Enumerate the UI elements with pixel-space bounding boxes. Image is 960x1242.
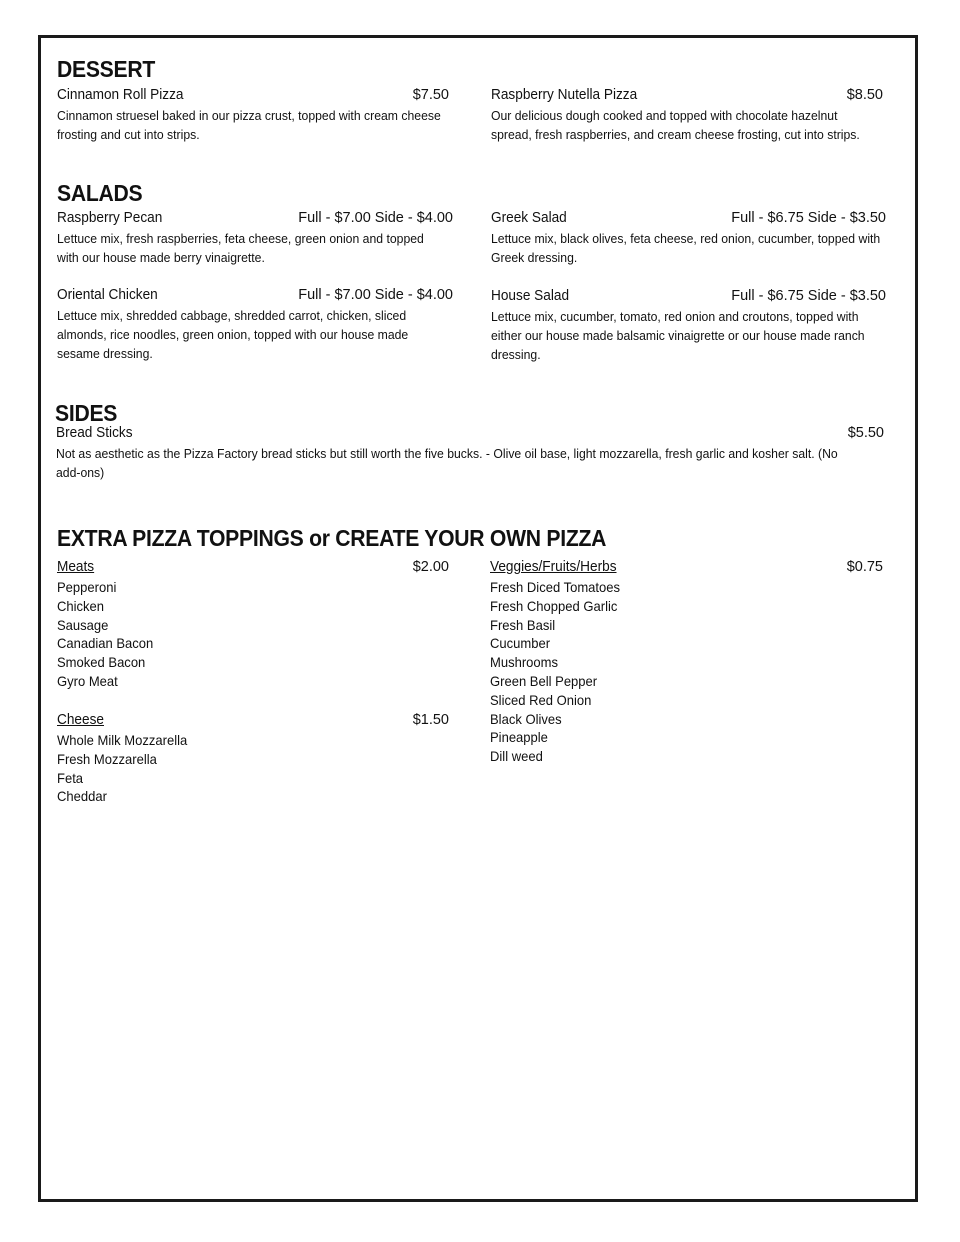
menu-item-name: Cinnamon Roll Pizza <box>57 87 184 103</box>
menu-item-name: House Salad <box>491 288 570 304</box>
list-item: Cheddar <box>57 788 107 805</box>
menu-item-description: Lettuce mix, black olives, feta cheese, red onion, cucumber, topped with Greek dressing. <box>491 231 881 265</box>
menu-item-name: Raspberry Pecan <box>57 210 163 226</box>
list-item: Fresh Chopped Garlic <box>490 597 618 614</box>
salads-heading: SALADS <box>57 180 143 206</box>
menu-item-price: $7.50 <box>412 87 449 103</box>
veggies-list <box>490 578 620 766</box>
menu-item-name: Oriental Chicken <box>57 287 158 303</box>
menu-item-price: $5.50 <box>847 425 884 441</box>
cheese-label: Cheese <box>57 712 104 728</box>
menu-item-description: Not as aesthetic as the Pizza Factory bread sticks but still worth the five bucks. - Olive oil base, light mozzarella, fresh garlic and kosher salt. (No add-ons) <box>56 446 838 480</box>
list-item: Dill weed <box>490 748 543 765</box>
list-item: Mushrooms <box>490 654 559 671</box>
sides-heading: SIDES <box>55 400 118 426</box>
menu-item-price: $8.50 <box>846 87 883 103</box>
veggies-label: Veggies/Fruits/Herbs <box>490 559 617 575</box>
meats-list <box>57 578 153 691</box>
menu-item-price: Full - $7.00 Side - $4.00 <box>298 210 453 226</box>
toppings-heading: EXTRA PIZZA TOPPINGS or CREATE YOUR OWN PIZZA <box>57 525 607 551</box>
list-item: Fresh Diced Tomatoes <box>490 579 621 595</box>
menu-item-description: Lettuce mix, cucumber, tomato, red onion and croutons, topped with either our house made balsamic vinaigrette or our house made ranch dressing. <box>491 309 865 362</box>
menu-item-description: Lettuce mix, fresh raspberries, feta cheese, green onion and topped with our house made berry vinaigrette. <box>57 231 424 265</box>
list-item: Whole Milk Mozzarella <box>57 732 188 748</box>
menu-item-price: Full - $7.00 Side - $4.00 <box>298 287 453 303</box>
list-item: Fresh Basil <box>490 616 556 633</box>
menu-item-description: Lettuce mix, shredded cabbage, shredded carrot, chicken, sliced almonds, rice noodles, green onion, topped with our house made sesame dressing. <box>57 308 409 361</box>
menu-item-price: Full - $6.75 Side - $3.50 <box>731 210 886 226</box>
list-item: Sliced Red Onion <box>490 691 592 708</box>
list-item: Feta <box>57 769 84 786</box>
menu-item-description: Our delicious dough cooked and topped with chocolate hazelnut spread, fresh raspberries, and cream cheese frosting, cut into strips. <box>491 108 860 142</box>
list-item: Green Bell Pepper <box>490 672 598 689</box>
list-item: Pineapple <box>490 729 548 746</box>
list-item: Cucumber <box>490 635 551 652</box>
list-item: Pepperoni <box>57 579 117 595</box>
menu-item-name: Bread Sticks <box>56 425 133 441</box>
cheese-list <box>57 731 187 806</box>
list-item: Canadian Bacon <box>57 635 154 652</box>
cheese-price: $1.50 <box>412 712 449 728</box>
list-item: Gyro Meat <box>57 672 118 689</box>
list-item: Black Olives <box>490 710 562 727</box>
dessert-heading: DESSERT <box>57 56 156 82</box>
meats-label: Meats <box>57 559 95 575</box>
list-item: Fresh Mozzarella <box>57 750 157 767</box>
veggies-price: $0.75 <box>846 559 883 575</box>
meats-price: $2.00 <box>412 559 449 575</box>
menu-item-name: Greek Salad <box>491 210 567 226</box>
menu-item-price: Full - $6.75 Side - $3.50 <box>731 288 886 304</box>
list-item: Chicken <box>57 597 105 614</box>
list-item: Sausage <box>57 616 109 633</box>
list-item: Smoked Bacon <box>57 654 146 671</box>
menu-item-name: Raspberry Nutella Pizza <box>491 87 638 103</box>
menu-item-description: Cinnamon struesel baked in our pizza crust, topped with cream cheese frosting and cut into strips. <box>57 108 441 142</box>
